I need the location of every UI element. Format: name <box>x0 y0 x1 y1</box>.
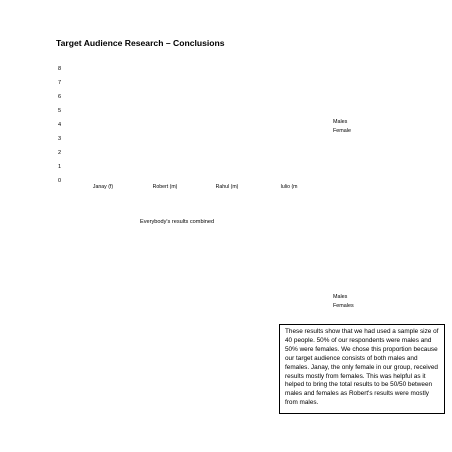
y-tick-label: 2 <box>58 150 62 156</box>
legend-entry-males: Males <box>333 119 348 125</box>
y-tick-label: 3 <box>58 136 62 142</box>
y-tick-label: 7 <box>58 80 62 86</box>
legend-entry-females: Females <box>333 302 354 309</box>
conclusions-text-box <box>279 324 445 414</box>
legend-entry-female: Female <box>333 127 351 134</box>
x-category-label: Robert (m) <box>152 184 178 190</box>
x-category-label: Janay (f) <box>92 184 114 190</box>
legend-entry-males: Males <box>333 294 348 300</box>
bar-chart-legend <box>333 118 351 135</box>
conclusions-text: These results show that we had used a sample size of 40 people. 50% of our respondents were males and 50% were females. We chose this proportion because our target audience consists of both males and females. Janay, the only female in our group, received results mostly from females. This was helpful as it helped to bring the total results to be 50/50 between males and females as Robert's results were mostly from males. <box>285 328 439 407</box>
x-category-label: Iulio (m <box>280 184 298 190</box>
y-tick-label: 1 <box>58 164 62 170</box>
y-tick-label: 5 <box>58 108 62 114</box>
y-tick-label: 4 <box>58 122 62 128</box>
pie-chart-title: Everybody's results combined <box>140 219 215 225</box>
x-category-label: Rahul (m) <box>215 184 239 190</box>
y-tick-label: 8 <box>58 66 62 72</box>
page-title: Target Audience Research – Conclusions <box>56 38 225 48</box>
y-tick-label: 0 <box>58 178 62 184</box>
pie-chart-legend <box>333 293 354 310</box>
y-tick-label: 6 <box>58 94 62 100</box>
